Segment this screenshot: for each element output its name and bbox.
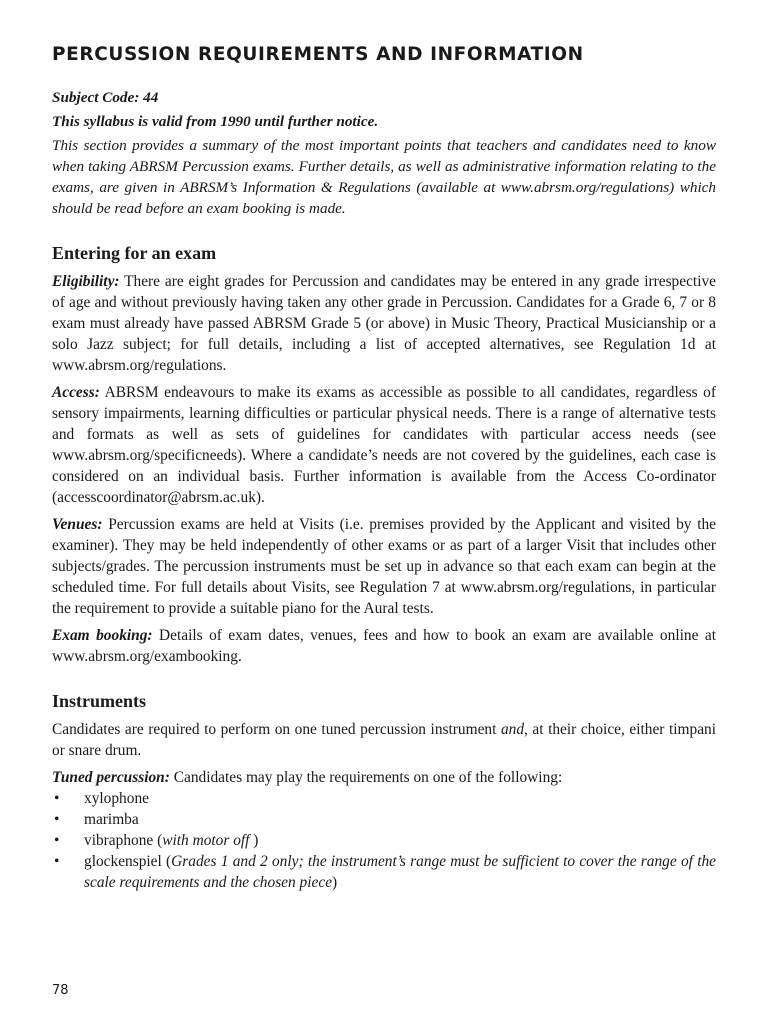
vibraphone-close: ) bbox=[249, 832, 259, 849]
tuned-percussion-lead: Tuned percussion: bbox=[52, 769, 170, 786]
page-title: PERCUSSION REQUIREMENTS AND INFORMATION bbox=[52, 44, 584, 65]
list-item-glockenspiel bbox=[52, 851, 716, 893]
glockenspiel-note: Grades 1 and 2 only; the instrument’s range must be sufficient to cover the range of the scale requirements and the chosen piece bbox=[84, 853, 716, 891]
list-item-vibraphone bbox=[52, 830, 716, 851]
bullet-icon: • bbox=[54, 811, 60, 828]
access-text: ABRSM endeavours to make its exams as accessible as possible to all candidates, regardless of sensory impairments, learning difficulties or particular physical needs. There is a range of alternative tests and formats as well as sets of guidelines for candidates with particular access needs (see www.abrsm.org/specificneeds). Where a candidate’s needs are not covered by the guidelines, each case is considered on an individual basis. Further information is available from the Access Co-ordinator (accesscoordinator@abrsm.ac.uk). bbox=[52, 384, 716, 506]
page-content bbox=[52, 44, 716, 893]
subject-code: Subject Code: 44 bbox=[52, 89, 159, 106]
exam-booking-paragraph bbox=[52, 625, 716, 667]
tuned-percussion-text: Candidates may play the requirements on one of the following: bbox=[169, 769, 563, 786]
vibraphone-note: with motor off bbox=[162, 832, 250, 849]
venues-text: Percussion exams are held at Visits (i.e. premises provided by the Applicant and visited by the examiner). They may be held independently of other exams or as part of a larger Visit that includes other subjects/grades. The percussion instruments must be set up in advance so that each exam can begin at the scheduled time. For full details about Visits, see Regulation 7 at www.abrsm.org/regulations, in particular the requirement to provide a suitable piano for the Aural tests. bbox=[52, 516, 716, 617]
section-heading-entering: Entering for an exam bbox=[52, 243, 217, 263]
instruments-intro-before: Candidates are required to perform on one tuned percussion instrument bbox=[52, 721, 501, 738]
eligibility-paragraph bbox=[52, 271, 716, 376]
glockenspiel-text: glockenspiel ( bbox=[84, 853, 172, 870]
exam-booking-text: Details of exam dates, venues, fees and how to book an exam are available online at www.abrsm.org/exambooking. bbox=[52, 627, 716, 665]
venues-paragraph bbox=[52, 514, 716, 619]
list-item-marimba bbox=[52, 809, 716, 830]
instruments-intro bbox=[52, 719, 716, 761]
intro-summary: This section provides a summary of the most important points that teachers and candidates need to know when taking ABRSM Percussion exams. Further details, as well as administrative information relating to the exams, are given in ABRSM’s Information & Regulations (available at www.abrsm.org/regulations) which should be read before an exam booking is made. bbox=[52, 137, 716, 217]
venues-lead: Venues: bbox=[52, 516, 103, 533]
access-lead: Access: bbox=[52, 384, 100, 401]
tuned-instrument-list bbox=[52, 788, 716, 893]
bullet-icon: • bbox=[54, 832, 60, 849]
xylophone-text: xylophone bbox=[84, 790, 149, 807]
exam-booking-lead: Exam booking: bbox=[52, 627, 153, 644]
syllabus-validity: This syllabus is valid from 1990 until further notice. bbox=[52, 113, 379, 130]
glockenspiel-close: ) bbox=[332, 874, 338, 891]
tuned-percussion-paragraph bbox=[52, 767, 716, 788]
eligibility-lead: Eligibility: bbox=[52, 273, 120, 290]
vibraphone-text: vibraphone ( bbox=[84, 832, 163, 849]
bullet-icon: • bbox=[54, 853, 60, 870]
instruments-intro-after: , at their choice, either timpani or snare drum. bbox=[52, 721, 716, 759]
instruments-intro-and: and bbox=[500, 721, 525, 738]
access-paragraph bbox=[52, 382, 716, 508]
page-number: 78 bbox=[52, 983, 69, 998]
eligibility-text: There are eight grades for Percussion and candidates may be entered in any grade irrespective of age and without previously having taken any other grade in Percussion. Candidates for a Grade 6, 7 or 8 exam must already have passed ABRSM Grade 5 (or above) in Music Theory, Practical Musicianship or a solo Jazz subject; for full details, including a list of accepted alternatives, see Regulation 1d at www.abrsm.org/regulations. bbox=[52, 273, 716, 374]
marimba-text: marimba bbox=[84, 811, 139, 828]
section-heading-instruments: Instruments bbox=[52, 691, 147, 711]
bullet-icon: • bbox=[54, 790, 60, 807]
list-item-xylophone bbox=[52, 788, 716, 809]
